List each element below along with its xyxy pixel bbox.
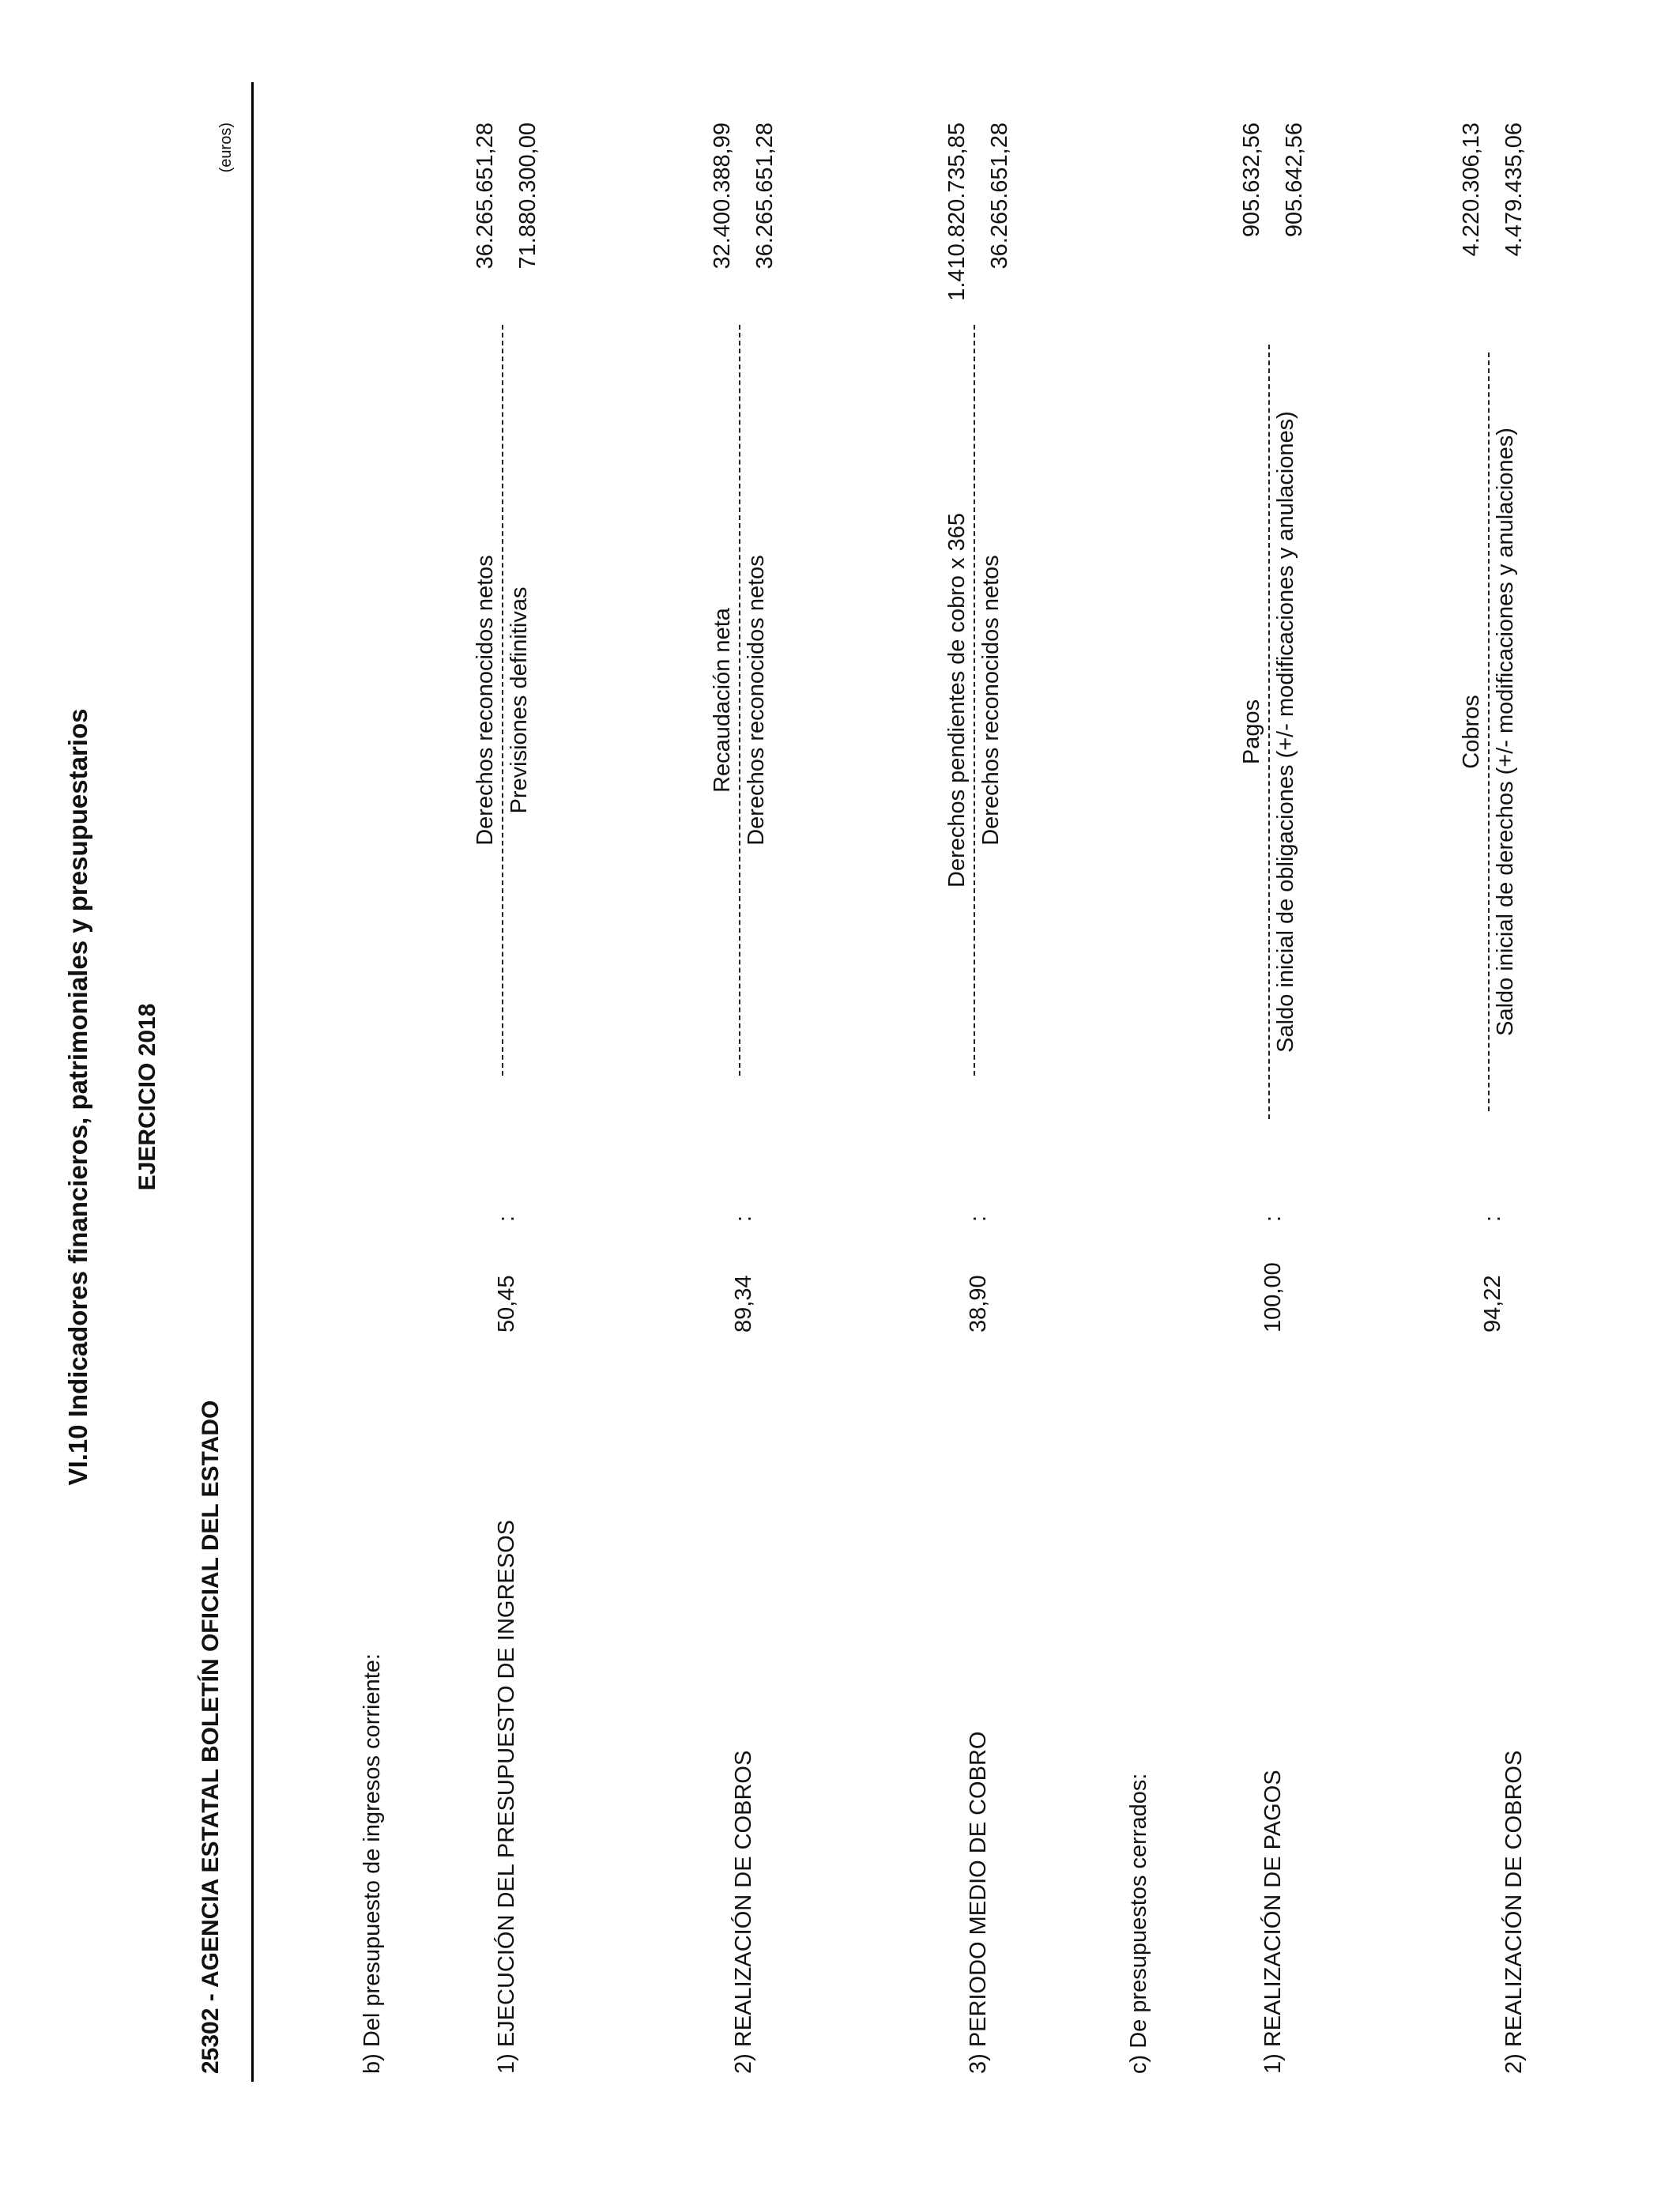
formula-numerator: Recaudación neta	[710, 608, 735, 793]
formula-denominator: Previsiones definitivas	[507, 586, 532, 814]
formula-divider	[502, 325, 503, 1076]
indicator-value: 94,22	[1480, 1275, 1505, 1333]
formula-divider	[974, 325, 975, 1076]
indicator-value: 89,34	[731, 1275, 756, 1333]
indicator-value: 38,90	[966, 1275, 991, 1333]
formula-numerator: Pagos	[1239, 699, 1264, 765]
report-title: VI.10 Indicadores financieros, patrimoniales y presupuestarios	[63, 708, 92, 1486]
denominator-amount: 36.265.651,28	[987, 123, 1012, 270]
indicator-separator: :	[494, 1215, 519, 1222]
indicator-separator: :	[1480, 1215, 1505, 1222]
exercise-year: EJERCICIO 2018	[134, 1003, 160, 1191]
formula-numerator: Cobros	[1459, 695, 1484, 769]
numerator-amount: 4.220.306,13	[1459, 123, 1484, 257]
formula-divider	[1268, 345, 1270, 1119]
indicator-formula	[473, 325, 533, 1076]
indicator-label: 2) REALIZACIÓN DE COBROS	[731, 1750, 756, 2074]
indicator-formula	[1239, 345, 1299, 1119]
formula-divider	[739, 325, 740, 1076]
indicator-separator: :	[731, 1215, 756, 1222]
header-divider	[251, 82, 254, 2082]
numerator-amount: 32.400.388,99	[710, 123, 735, 270]
numerator-amount: 905.632,56	[1239, 123, 1264, 238]
numerator-amount: 1.410.820.735,85	[944, 123, 970, 301]
denominator-amount: 4.479.435,06	[1501, 123, 1527, 257]
indicator-formula	[1459, 352, 1519, 1111]
indicator-formula	[944, 325, 1004, 1076]
indicator-separator: :	[966, 1215, 991, 1222]
denominator-amount: 905.642,56	[1282, 123, 1307, 238]
indicator-label: 3) PERIODO MEDIO DE COBRO	[966, 1731, 991, 2074]
indicator-value: 100,00	[1260, 1262, 1286, 1333]
formula-divider	[1488, 352, 1490, 1111]
formula-numerator: Derechos pendientes de cobro x 365	[944, 513, 970, 888]
indicator-formula	[710, 325, 770, 1076]
formula-denominator: Saldo inicial de derechos (+/- modificaciones y anulaciones)	[1493, 428, 1518, 1036]
formula-denominator: Derechos reconocidos netos	[978, 555, 1004, 846]
formula-numerator: Derechos reconocidos netos	[473, 555, 498, 846]
denominator-amount: 71.880.300,00	[515, 123, 541, 270]
numerator-amount: 36.265.651,28	[473, 123, 498, 270]
units-label: (euros)	[217, 123, 235, 173]
section-b-heading: b) Del presupuesto de ingresos corriente:	[360, 1653, 385, 2074]
indicator-label: 2) REALIZACIÓN DE COBROS	[1501, 1750, 1527, 2074]
formula-denominator: Derechos reconocidos netos	[744, 555, 769, 846]
section-c-heading: c) De presupuestos cerrados:	[1126, 1773, 1151, 2074]
entity-name: 25302 - AGENCIA ESTATAL BOLETÍN OFICIAL DEL ESTADO	[198, 1400, 224, 2074]
indicator-label: 1) REALIZACIÓN DE PAGOS	[1260, 1770, 1286, 2074]
indicator-separator: :	[1260, 1215, 1286, 1222]
formula-denominator: Saldo inicial de obligaciones (+/- modificaciones y anulaciones)	[1273, 411, 1298, 1053]
indicator-label: 1) EJECUCIÓN DEL PRESUPUESTO DE INGRESOS	[494, 1520, 519, 2074]
denominator-amount: 36.265.651,28	[752, 123, 778, 270]
indicator-value: 50,45	[494, 1275, 519, 1333]
